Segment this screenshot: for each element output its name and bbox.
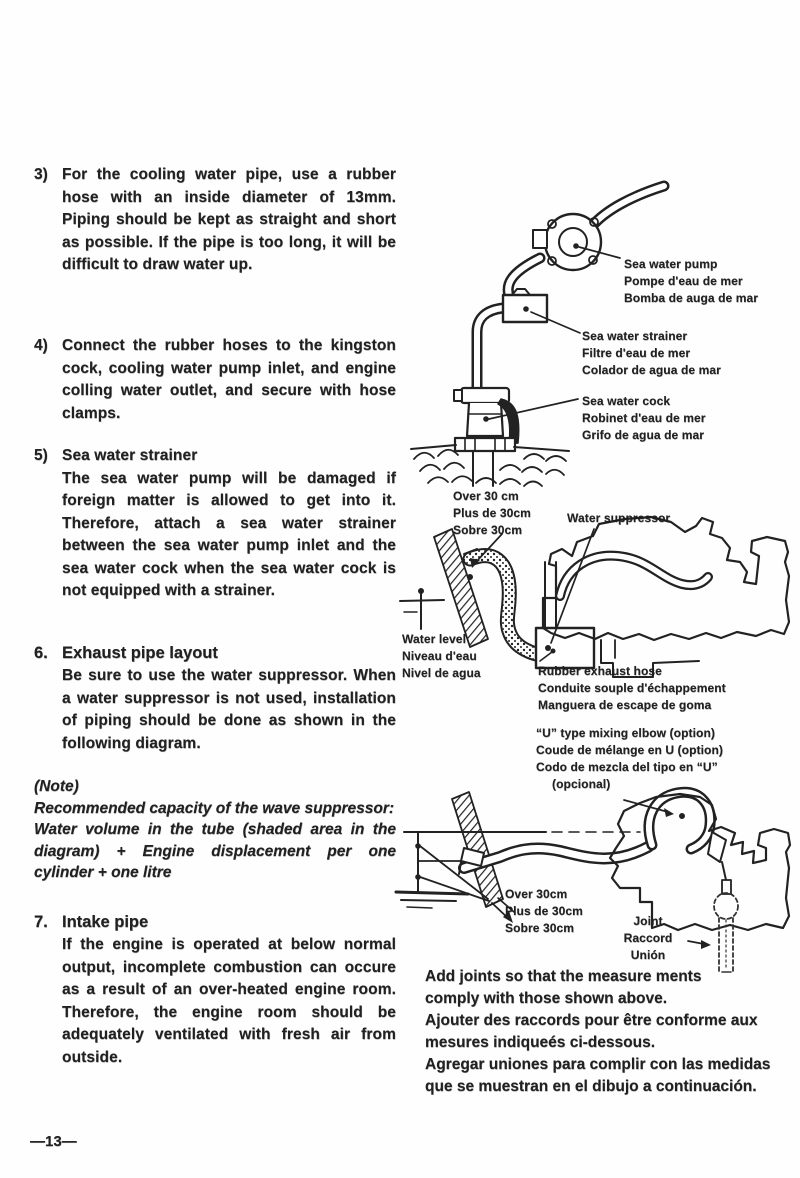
label-u-type-mixing-elbow <box>536 725 723 793</box>
label-line: Colador de agua de mar <box>582 363 721 377</box>
label-line: Niveau d'eau <box>402 649 477 663</box>
note-text: Recommended capacity of the wave suppressor: <box>34 799 395 817</box>
section-number: 6. <box>34 644 48 662</box>
page-number: —13— <box>30 1133 77 1150</box>
label-line: Unión <box>630 948 666 962</box>
label-over-30cm-joint <box>505 886 583 937</box>
label-line: Sobre 30cm <box>453 523 523 537</box>
label-line: Conduite souple d'échappement <box>538 681 726 695</box>
note-heading: (Note) <box>34 778 79 795</box>
label-line: Plus de 30cm <box>453 506 531 520</box>
label-line: (opcional) <box>552 777 611 791</box>
label-line: Coude de mélange en U (option) <box>536 743 724 757</box>
instruction-item-4 <box>34 335 396 425</box>
item-number: 4) <box>34 337 48 354</box>
label-sea-water-strainer <box>582 328 721 379</box>
label-line: Over 30 cm <box>453 489 519 503</box>
label-line: Grifo de agua de mar <box>582 428 705 442</box>
label-line: Plus de 30cm <box>505 904 583 918</box>
label-sea-water-pump <box>624 256 758 307</box>
label-line: Robinet d'eau de mer <box>582 411 706 425</box>
label-line: Rubber exhaust hose <box>538 664 662 678</box>
label-line: Filtre d'eau de mer <box>582 346 691 360</box>
label-line: Nivel de agua <box>402 666 481 680</box>
label-line: Sea water cock <box>582 394 671 408</box>
diagram-exhaust-joint-layout <box>396 792 790 972</box>
label-line: “U” type mixing elbow (option) <box>536 726 715 740</box>
label-line: Sea water pump <box>624 257 718 271</box>
item-text: Connect the rubber hoses to the kingston cock, cooling water pump inlet, and engine colling water outlet, and secure with hose clamps. <box>62 337 396 422</box>
label-line: Sobre 30cm <box>505 921 575 935</box>
note-text: Water volume in the tube (shaded area in the diagram) + Engine displacement per one cylinder + one litre <box>34 821 396 881</box>
label-line: Over 30cm <box>505 887 568 901</box>
section-text: Be sure to use the water suppressor. When a water suppressor is not used, installation of piping should be done as shown in the following diagram. <box>62 667 396 752</box>
label-water-suppressor <box>567 510 670 527</box>
label-line: Sea water strainer <box>582 329 688 343</box>
item-title: Sea water strainer <box>62 447 198 464</box>
caption-add-joints <box>425 966 793 1098</box>
section-6 <box>34 641 396 755</box>
label-water-level <box>402 631 481 682</box>
label-sea-water-cock <box>582 393 706 444</box>
item-text: The sea water pump will be damaged if foreign matter is allowed to get into it. Therefore, attach a sea water strainer between the sea water pump inlet and the sea water cock when the sea water cock is not equipped with a strainer. <box>62 469 396 599</box>
label-line: Water suppressor <box>567 511 671 525</box>
caption-en: Add joints so that the measure ments comply with those shown above. <box>425 968 702 1007</box>
section-title: Exhaust pipe layout <box>62 644 218 662</box>
section-number: 7. <box>34 913 48 931</box>
label-joint <box>612 913 684 964</box>
section-title: Intake pipe <box>62 913 149 931</box>
caption-fr: Ajouter des raccords pour être conforme aux mesures indiqueés ci-dessous. <box>425 1012 758 1051</box>
label-line: Joint <box>633 914 663 928</box>
label-line: Manguera de escape de goma <box>538 698 712 712</box>
label-line: Raccord <box>623 931 673 945</box>
instruction-item-5 <box>34 445 396 603</box>
label-line: Water level <box>402 632 467 646</box>
item-number: 3) <box>34 166 48 183</box>
label-line: Codo de mezcla del tipo en “U” <box>536 760 718 774</box>
note-block <box>34 776 396 884</box>
item-text: For the cooling water pipe, use a rubber hose with an inside diameter of 13mm. Piping should be kept as straight and short as possible. If the pipe is too long, it will be difficult to draw water up. <box>62 166 396 273</box>
section-7 <box>34 910 396 1069</box>
item-number: 5) <box>34 447 48 464</box>
instruction-item-3 <box>34 164 396 277</box>
label-over-30cm-suppressor <box>453 488 531 539</box>
label-line: Bomba de auga de mar <box>624 291 759 305</box>
label-line: Pompe d'eau de mer <box>624 274 743 288</box>
caption-es: Agregar uniones para complir con las medidas que se muestran en el dibujo a continuación. <box>425 1056 771 1095</box>
section-text: If the engine is operated at below normal output, incomplete combustion can occure as a result of an over-heated engine room. Therefore, the engine room should be adequately ventilated with fresh air from outside. <box>62 936 396 1066</box>
label-rubber-exhaust-hose <box>538 663 726 714</box>
